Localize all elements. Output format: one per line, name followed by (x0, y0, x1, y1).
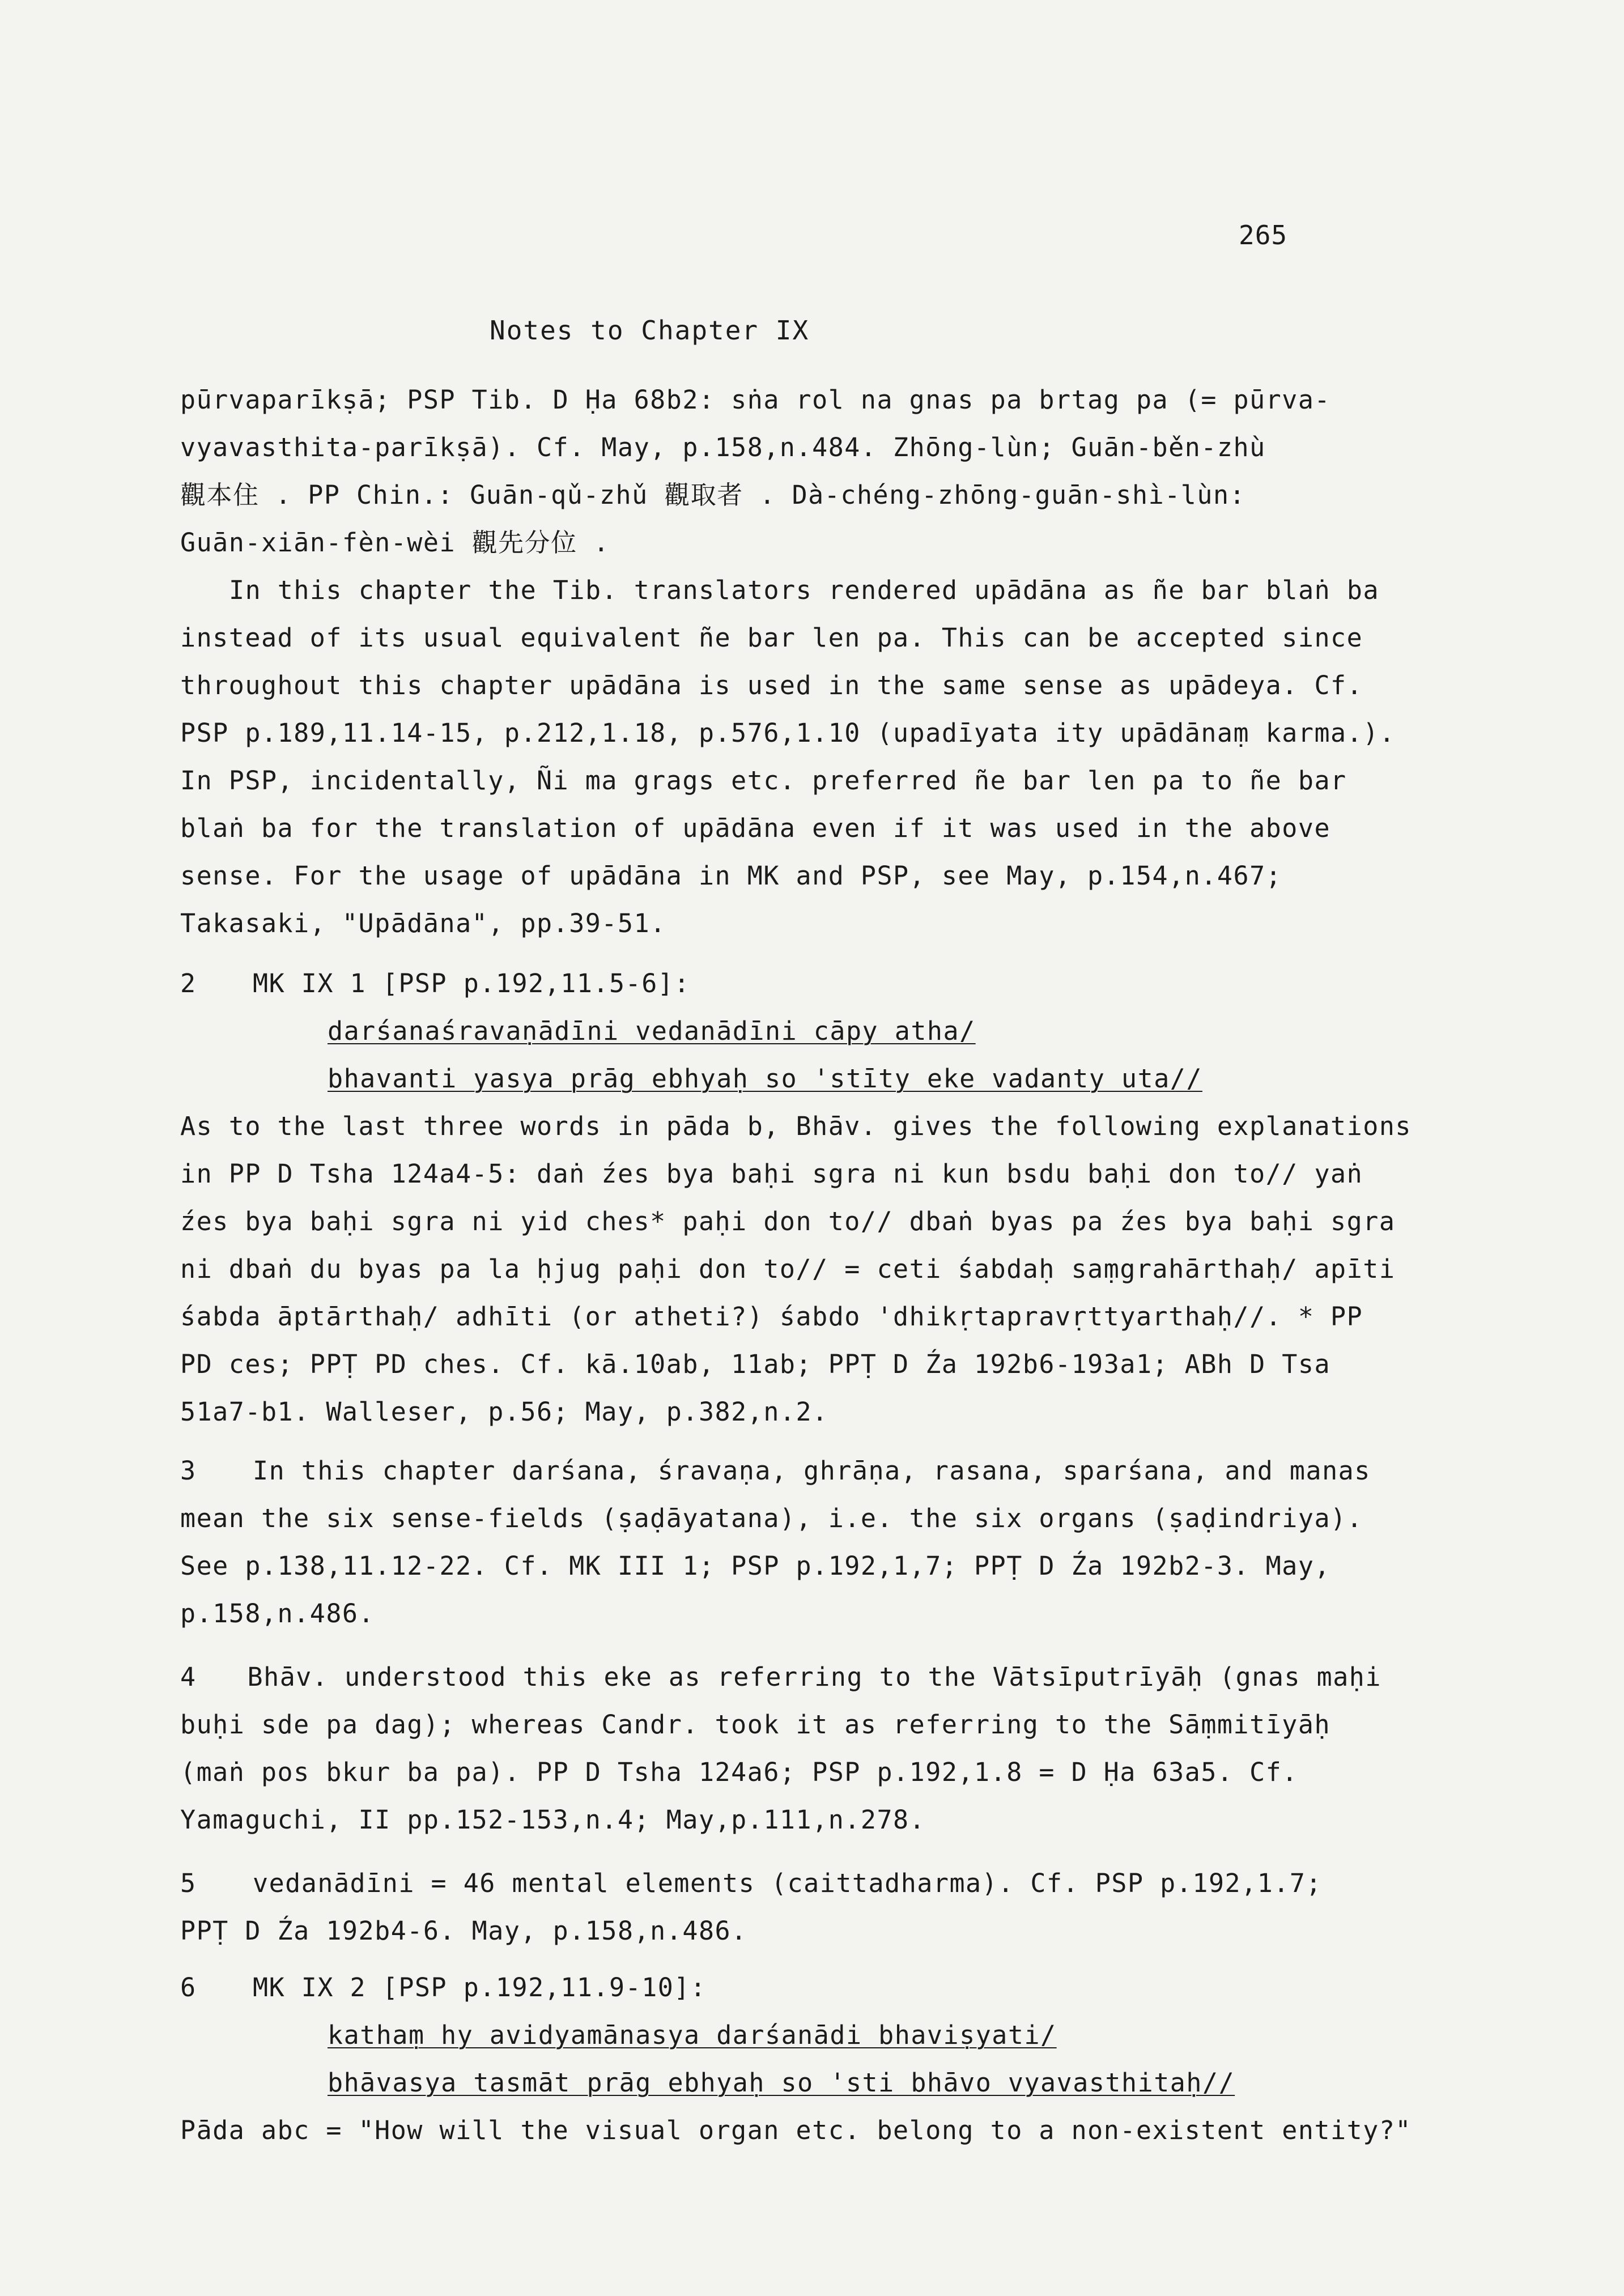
note-number: 6 (180, 1972, 197, 2002)
text-line: Takasaki, "Upādāna", pp.39-51. (180, 908, 666, 938)
text-line: Yamaguchi, II pp.152-153,n.4; May,p.111,n.278. (180, 1805, 926, 1835)
text-line: blaṅ ba for the translation of upādāna even if it was used in the above (180, 813, 1331, 843)
text-line: Guān-xiān-fèn-wèi 觀先分位 . (180, 528, 610, 558)
verse-text: bhāvasya tasmāt prāg ebhyaḥ so 'sti bhāvo vyavasthitaḥ// (328, 2068, 1235, 2098)
verse-text: kathaṃ hy avidyamānasya darśanādi bhaviṣyati/ (328, 2020, 1057, 2050)
text-line: (maṅ pos bkur ba pa). PP D Tsha 124a6; PSP p.192,1.8 = D Ḥa 63a5. Cf. (180, 1757, 1298, 1787)
text-line: PPṬ D Źa 192b4-6. May, p.158,n.486. (180, 1916, 747, 1946)
note-number: 4 (180, 1662, 197, 1692)
note-heading (180, 1653, 1381, 1701)
note-text: vedanādīni = 46 mental elements (caittadharma). Cf. PSP p.192,1.7; (253, 1868, 1323, 1898)
note-text: In this chapter darśana, śravaṇa, ghrāṇa, rasana, sparśana, and manas (253, 1456, 1371, 1486)
text-line: See p.138,11.12-22. Cf. MK III 1; PSP p.192,1,7; PPṬ D Źa 192b2-3. May, (180, 1551, 1331, 1581)
note-text: Bhāv. understood this eke as referring to the Vātsīputrīyāḥ (gnas maḥi (247, 1662, 1381, 1692)
text-line: In PSP, incidentally, Ñi ma grags etc. preferred ñe bar len pa to ñe bar (180, 766, 1347, 796)
text-line: mean the six sense-fields (ṣaḍāyatana), i.e. the six organs (ṣaḍindriya). (180, 1503, 1363, 1533)
text-line: In this chapter the Tib. translators rendered upādāna as ñe bar blaṅ ba (229, 575, 1380, 605)
text-line: śabda āptārthaḥ/ adhīti (or atheti?) śabdo 'dhikṛtapravṛttyarthaḥ//. * PP (180, 1302, 1363, 1332)
note-5 (180, 1860, 1381, 1955)
verse-text: darśanaśravaṇādīni vedanādīni cāpy atha/ (328, 1016, 976, 1046)
note-number: 5 (180, 1868, 197, 1898)
text-line: instead of its usual equivalent ñe bar len pa. This can be accepted since (180, 623, 1363, 653)
text-line: źes bya baḥi sgra ni yid ches* paḥi don to// dbaṅ byas pa źes bya baḥi sgra (180, 1206, 1396, 1236)
text-line: vyavasthita-parīkṣā). Cf. May, p.158,n.484. Zhōng-lùn; Guān-běn-zhù (180, 432, 1266, 462)
text-line: Pāda abc = "How will the visual organ etc. belong to a non-existent entity?" (180, 2115, 1412, 2145)
note-number: 2 (180, 968, 197, 998)
page-title: Notes to Chapter IX (490, 315, 810, 346)
note-number: 3 (180, 1456, 197, 1486)
text-line: buḥi sde pa dag); whereas Candr. took it as referring to the Sāṃmitīyāḥ (180, 1710, 1331, 1740)
verse-text: bhavanti yasya prāg ebhyaḥ so 'stīty eke vadanty uta// (328, 1064, 1202, 1094)
text-line: 51a7-b1. Walleser, p.56; May, p.382,n.2. (180, 1397, 828, 1427)
text-line: pūrvaparīkṣā; PSP Tib. D Ḥa 68b2: sṅa rol na gnas pa brtag pa (= pūrva- (180, 385, 1331, 415)
text-line: throughout this chapter upādāna is used in the same sense as upādeya. Cf. (180, 670, 1363, 700)
text-line: 觀本住 . PP Chin.: Guān-qǔ-zhǔ 觀取者 . Dà-chéng-zhōng-guān-shì-lùn: (180, 480, 1246, 510)
note-reference: MK IX 1 [PSP p.192,11.5-6]: (253, 968, 690, 998)
text-line: p.158,n.486. (180, 1598, 375, 1629)
text-line: PSP p.189,11.14-15, p.212,1.18, p.576,1.10 (upadīyata ity upādānaṃ karma.). (180, 718, 1396, 748)
note-heading (180, 960, 1381, 1007)
text-line: sense. For the usage of upādāna in MK and PSP, see May, p.154,n.467; (180, 861, 1282, 891)
verse-line (180, 2059, 1381, 2107)
text-line: PD ces; PPṬ PD ches. Cf. kā.10ab, 11ab; PPṬ D Źa 192b6-193a1; ABh D Tsa (180, 1349, 1331, 1379)
page-number: 265 (1239, 220, 1288, 250)
note-heading (180, 1447, 1381, 1495)
verse-line (180, 1055, 1381, 1103)
note-4 (180, 1653, 1381, 1844)
text-line: As to the last three words in pāda b, Bhāv. gives the following explanations (180, 1111, 1412, 1141)
note-2 (180, 960, 1412, 1436)
text-line: in PP D Tsha 124a4-5: daṅ źes bya baḥi sgra ni kun bsdu baḥi don to// yaṅ (180, 1159, 1363, 1189)
note-heading (180, 1964, 1381, 2012)
verse-line (180, 1007, 1381, 1055)
note-3 (180, 1447, 1381, 1638)
note-heading (180, 1860, 1381, 1907)
note-6 (180, 1964, 1412, 2154)
verse-line (180, 2012, 1381, 2059)
note-1 (180, 376, 1396, 947)
note-reference: MK IX 2 [PSP p.192,11.9-10]: (253, 1972, 707, 2002)
text-line: ni dbaṅ du byas pa la ḥjug paḥi don to// = ceti śabdaḥ saṃgrahārthaḥ/ apīti (180, 1254, 1396, 1284)
